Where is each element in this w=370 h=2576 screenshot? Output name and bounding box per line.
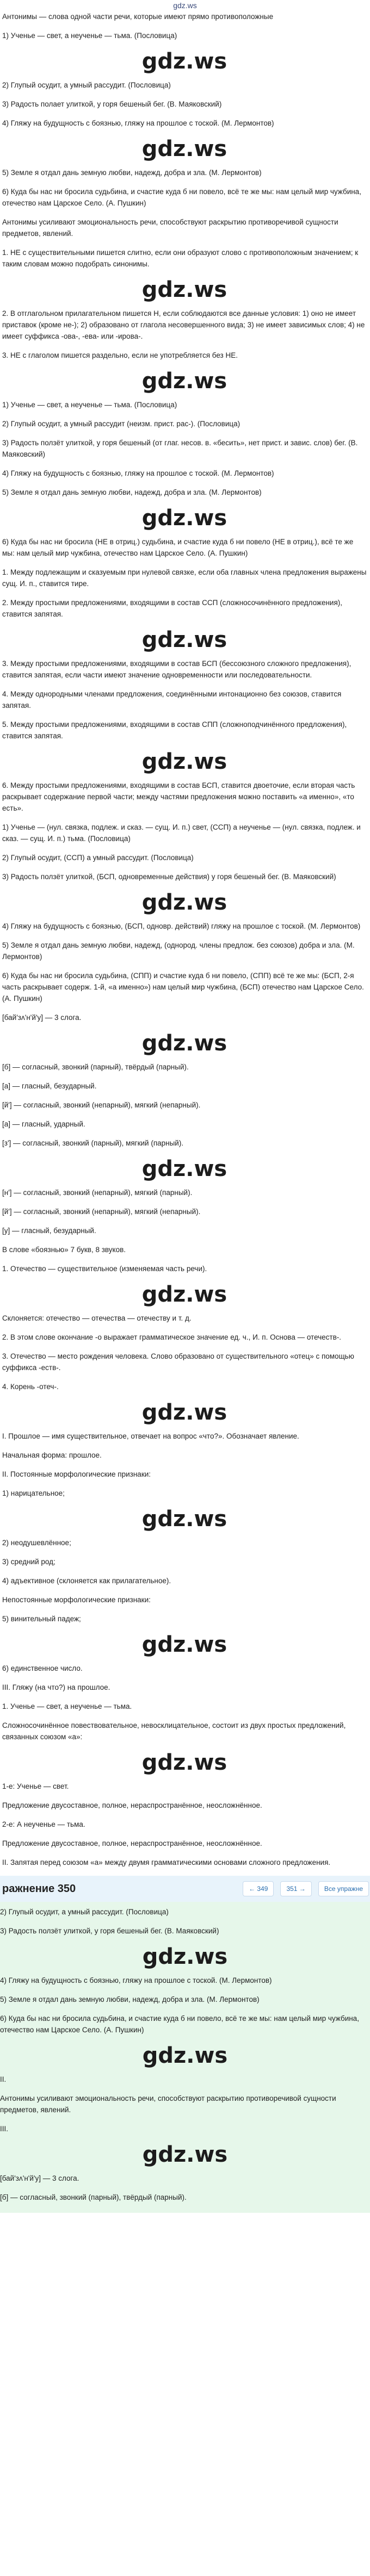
solution-line: 5) Земле я отдал дань земную любви, надежд, добра и зла. (М. Лермонтов) xyxy=(2,169,262,177)
preview-line: II. xyxy=(0,2075,7,2083)
solution-line: II. Постоянные морфологические признаки: xyxy=(2,1470,151,1478)
solution-line: 3. Отечество — место рождения человека. Слово образовано от существительного «отец» с помощью суффикса -еств-. xyxy=(2,1352,354,1372)
all-exercises-button[interactable]: Все упражне xyxy=(318,1881,369,1896)
watermark: gdz.ws xyxy=(141,749,227,774)
solution-line: 2. В отглагольном прилагательном пишется Н, если соблюдаются все данные условия: 1) оно не имеет приставок (кроме не-); 2) образовано от глагола несовершенного вида; 3) не имеет зависимых слов; 4) не имеет суффикса -ова-, -ева- или -ирова-. xyxy=(2,309,365,340)
solution-line: II. Запятая перед союзом «а» между двумя грамматическими основами сложного предложения. xyxy=(2,1858,331,1866)
solution-line: 1. НЕ с существительными пишется слитно, если они образуют слово с противоположным значением; к таким словам можно подобрать синонимы. xyxy=(2,248,359,268)
solution-line: [а] — гласный, безударный. xyxy=(2,1082,97,1090)
watermark: gdz.ws xyxy=(142,2043,228,2068)
solution-line: 1. Между подлежащим и сказуемым при нулевой связке, если оба главных члена предложения выражены сущ. И. п., ставится тире. xyxy=(2,568,367,588)
watermark: gdz.ws xyxy=(141,1156,227,1181)
solution-line: 2) неодушевлённое; xyxy=(2,1539,71,1547)
solution-line: Антонимы — слова одной части речи, которые имеют прямо противоположные xyxy=(2,13,274,21)
solution-line: 4. Корень -отеч-. xyxy=(2,1383,59,1391)
solution-line: 6) Куда бы нас ни бросила судьбина, и счастие куда б ни повело, всё те же мы: нам целый мир чужбина, отечество нам Царское Село. (А. Пушкин) xyxy=(2,188,361,207)
solution-line: 2. В этом слове окончание -о выражает грамматическое значение ед. ч., И. п. Основа — отечеств-. xyxy=(2,1333,342,1341)
watermark: gdz.ws xyxy=(141,277,227,302)
watermark: gdz.ws xyxy=(141,49,227,74)
watermark: gdz.ws xyxy=(141,1400,227,1425)
next-exercise-preview xyxy=(0,1902,370,2213)
solution-line: 5. Между простыми предложениями, входящими в состав СПП (сложноподчинённого предложения), ставится запятая. xyxy=(2,720,347,740)
watermark: gdz.ws xyxy=(142,2142,228,2167)
solution-line: 1-е: Ученье — свет. xyxy=(2,1782,69,1790)
solution-line: 4) Гляжу на будущность с боязнью, (БСП, одновр. действий) гляжу на прошлое с тоской. (М. Лермонтов) xyxy=(2,922,361,930)
solution-line: 1) Ученье — свет, а неученье — тьма. (Пословица) xyxy=(2,32,177,40)
preview-line: [б] — согласный, звонкий (парный), твёрдый (парный). xyxy=(0,2193,187,2201)
watermark: gdz.ws xyxy=(141,1632,227,1657)
site-link[interactable]: gdz.ws xyxy=(173,1,197,10)
solution-line: 5) Земле я отдал дань земную любви, надежд, добра и зла. (М. Лермонтов) xyxy=(2,488,262,496)
solution-line: [й'] — согласный, звонкий (непарный), мягкий (непарный). xyxy=(2,1208,201,1216)
solution-line: Непостоянные морфологические признаки: xyxy=(2,1596,151,1604)
solution-line: 3) средний род; xyxy=(2,1558,55,1566)
solution-line: [у] — гласный, безударный. xyxy=(2,1227,96,1235)
next-exercise-button[interactable]: 351 → xyxy=(280,1881,311,1896)
preview-line: III. xyxy=(0,2125,9,2133)
solution-line: [б] — согласный, звонкий (парный), твёрдый (парный). xyxy=(2,1063,189,1071)
solution-line: 2) Глупый осудит, а умный рассудит (неизм. прист. рас-). (Пословица) xyxy=(2,420,240,428)
solution-line: 2-е: А неученье — тьма. xyxy=(2,1820,85,1828)
solution-line: 3) Радость ползёт улиткой, (БСП, одновременные действия) у горя бешеный бег. (В. Маяковский) xyxy=(2,873,336,881)
solution-line: Склоняется: отечество — отечества — отечеству и т. д. xyxy=(2,1314,192,1322)
preview-line: [бай'зʌ'н'й'у] — 3 слога. xyxy=(0,2174,79,2182)
solution-line: [бай'зʌ'н'й'у] — 3 слога. xyxy=(2,1013,82,1022)
solution-line: 3) Радость полает улиткой, у горя бешеный бег. (В. Маяковский) xyxy=(2,100,222,108)
watermark: gdz.ws xyxy=(141,136,227,161)
solution-line: 6) Куда бы нас ни бросила судьбина, (СПП) и счастие куда б ни повело, (СПП) всё те же мы: (БСП, 2-я часть раскрывает содерж. 1-й, «а именно») нам целый мир чужбина, (БСП) отечество нам Царское Село. (А. Пушкин) xyxy=(2,972,364,1003)
solution-line: Предложение двусоставное, полное, нераспространённое, неосложнённое. xyxy=(2,1801,262,1809)
solution-line: 5) Земле я отдал дань земную любви, надежд, (однород. члены предлож. без союзов) добра и зла. (М. Лермонтов) xyxy=(2,941,355,961)
watermark: gdz.ws xyxy=(141,890,227,915)
solution-line: 4) адъективное (склоняется как прилагательное). xyxy=(2,1577,171,1585)
watermark: gdz.ws xyxy=(141,627,227,652)
solution-document xyxy=(0,11,370,1868)
prev-exercise-button[interactable]: ← 349 xyxy=(243,1881,274,1896)
solution-line: 1) Ученье — свет, а неученье — тьма. (Пословица) xyxy=(2,401,177,409)
solution-line: 1. Отечество — существительное (изменяемая часть речи). xyxy=(2,1265,207,1273)
watermark: gdz.ws xyxy=(141,1750,227,1775)
solution-line: 6) единственное число. xyxy=(2,1664,83,1672)
solution-line: Сложносочинённое повествовательное, невосклицательное, состоит из двух простых предложений, связанных союзом «а»: xyxy=(2,1721,346,1741)
solution-line: Предложение двусоставное, полное, нераспространённое, неосложнённое. xyxy=(2,1839,262,1847)
watermark: gdz.ws xyxy=(141,506,227,531)
solution-line: 4) Гляжу на будущность с боязнью, гляжу на прошлое с тоской. (М. Лермонтов) xyxy=(2,469,274,477)
solution-line: 3) Радость ползёт улиткой, у горя бешеный (от глаг. несов. в. «бесить», нет прист. и завис. слов) бег. (В. Маяковский) xyxy=(2,439,358,458)
solution-line: [й'] — согласный, звонкий (непарный), мягкий (непарный). xyxy=(2,1101,201,1109)
solution-line: 4. Между однородными членами предложения, соединёнными интонационно без союзов, ставится запятая. xyxy=(2,690,342,710)
preview-line: 3) Радость ползёт улиткой, у горя бешеный бег. (В. Маяковский) xyxy=(0,1927,219,1935)
watermark: gdz.ws xyxy=(142,1944,228,1969)
solution-line: 2) Глупый осудит, (ССП) а умный рассудит. (Пословица) xyxy=(2,854,194,862)
watermark: gdz.ws xyxy=(141,1507,227,1532)
watermark: gdz.ws xyxy=(141,1282,227,1307)
solution-line: [а] — гласный, ударный. xyxy=(2,1120,85,1128)
solution-line: 4) Гляжу на будущность с боязнью, гляжу на прошлое с тоской. (М. Лермонтов) xyxy=(2,119,274,127)
preview-line: 5) Земле я отдал дань земную любви, надежд, добра и зла. (М. Лермонтов) xyxy=(0,1995,260,2003)
watermark: gdz.ws xyxy=(141,1031,227,1056)
preview-line: Антонимы усиливают эмоциональность речи, способствуют раскрытию противоречивой сущности предметов, явлений. xyxy=(0,2094,336,2114)
solution-line: 1) Ученье — (нул. связка, подлеж. и сказ. — сущ. И. п.) свет, (ССП) а неученье — (нул. связка, подлеж. и сказ. — сущ. И. п.) тьма. (Пословица) xyxy=(2,823,361,843)
solution-line: 2. Между простыми предложениями, входящими в состав ССП (сложносочинённого предложения), ставится запятая. xyxy=(2,599,343,618)
exercise-title: ражнение 350 xyxy=(2,1882,76,1895)
solution-line: [н'] — согласный, звонкий (непарный), мягкий (парный). xyxy=(2,1189,193,1197)
solution-line: 5) винительный падеж; xyxy=(2,1615,81,1623)
solution-line: I. Прошлое — имя существительное, отвечает на вопрос «что?». Обозначает явление. xyxy=(2,1432,299,1440)
solution-line: III. Гляжу (на что?) на прошлое. xyxy=(2,1683,110,1691)
watermark: gdz.ws xyxy=(141,369,227,394)
solution-line: В слове «боязнью» 7 букв, 8 звуков. xyxy=(2,1246,126,1254)
solution-line: 6. Между простыми предложениями, входящими в состав БСП, ставится двоеточие, если вторая часть раскрывает содержание первой части; между частями предложения можно поставить «а именно», «то есть». xyxy=(2,781,355,812)
exercise-nav xyxy=(0,1876,370,1902)
solution-line: 1. Ученье — свет, а неученье — тьма. xyxy=(2,1702,132,1710)
solution-line: 6) Куда бы нас ни бросила (НЕ в отриц.) судьбина, и счастие куда б ни повело (НЕ в отриц.), всё те же мы: нам целый мир чужбина, отечество нам Царское Село. (А. Пушкин) xyxy=(2,538,354,557)
preview-line: 6) Куда бы нас ни бросила судьбина, и счастие куда б ни повело, всё те же мы: нам целый мир чужбина, отечество нам Царское Село. (А. Пушкин) xyxy=(0,2014,359,2034)
solution-line: 1) нарицательное; xyxy=(2,1489,65,1497)
preview-line: 4) Гляжу на будущность с боязнью, гляжу на прошлое с тоской. (М. Лермонтов) xyxy=(0,1976,272,1984)
solution-line: 2) Глупый осудит, а умный рассудит. (Пословица) xyxy=(2,81,171,89)
solution-line: 3. Между простыми предложениями, входящими в состав БСП (бессоюзного сложного предложения), ставится запятая, если части имеют значение одновременности или последовательности. xyxy=(2,659,351,679)
solution-line: 3. НЕ с глаголом пишется раздельно, если не употребляется без НЕ. xyxy=(2,351,238,359)
solution-line: Антонимы усиливают эмоциональность речи, способствуют раскрытию противоречивой сущности предметов, явлений. xyxy=(2,218,338,238)
solution-line: Начальная форма: прошлое. xyxy=(2,1451,102,1459)
preview-line: 2) Глупый осудит, а умный рассудит. (Пословица) xyxy=(0,1908,169,1916)
solution-line: [з'] — согласный, звонкий (парный), мягкий (парный). xyxy=(2,1139,184,1147)
